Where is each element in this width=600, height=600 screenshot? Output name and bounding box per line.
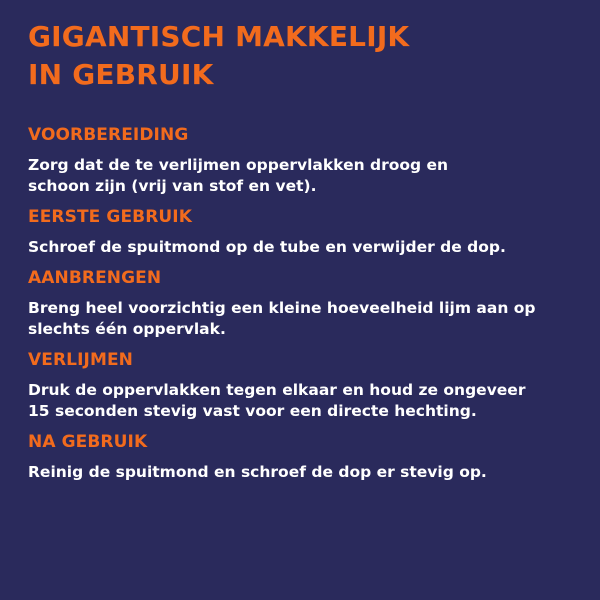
- title-line-1: GIGANTISCH MAKKELIJK: [28, 20, 410, 53]
- instructions-panel: [28, 18, 578, 492]
- page-title: [28, 18, 578, 94]
- section-text: Druk de oppervlakken tegen elkaar en houd ze ongeveer 15 seconden stevig vast voor een directe hechting.: [28, 381, 526, 420]
- section-heading: VERLIJMEN: [28, 350, 134, 370]
- section-text: Schroef de spuitmond op de tube en verwijder de dop.: [28, 238, 506, 256]
- section-heading: AANBRENGEN: [28, 268, 162, 288]
- section-verlijmen: [28, 349, 578, 422]
- section-text: Reinig de spuitmond en schroef de dop er stevig op.: [28, 463, 487, 481]
- section-text: Zorg dat de te verlijmen oppervlakken droog en schoon zijn (vrij van stof en vet).: [28, 156, 449, 195]
- section-text: Breng heel voorzichtig een kleine hoeveelheid lijm aan op slechts één oppervlak.: [28, 299, 536, 338]
- section-heading: VOORBEREIDING: [28, 125, 189, 145]
- section-na-gebruik: [28, 431, 578, 483]
- title-line-2: IN GEBRUIK: [28, 58, 214, 91]
- section-aanbrengen: [28, 267, 578, 340]
- section-heading: NA GEBRUIK: [28, 432, 148, 452]
- section-eerste-gebruik: [28, 206, 578, 258]
- section-voorbereiding: [28, 124, 578, 197]
- section-heading: EERSTE GEBRUIK: [28, 207, 193, 227]
